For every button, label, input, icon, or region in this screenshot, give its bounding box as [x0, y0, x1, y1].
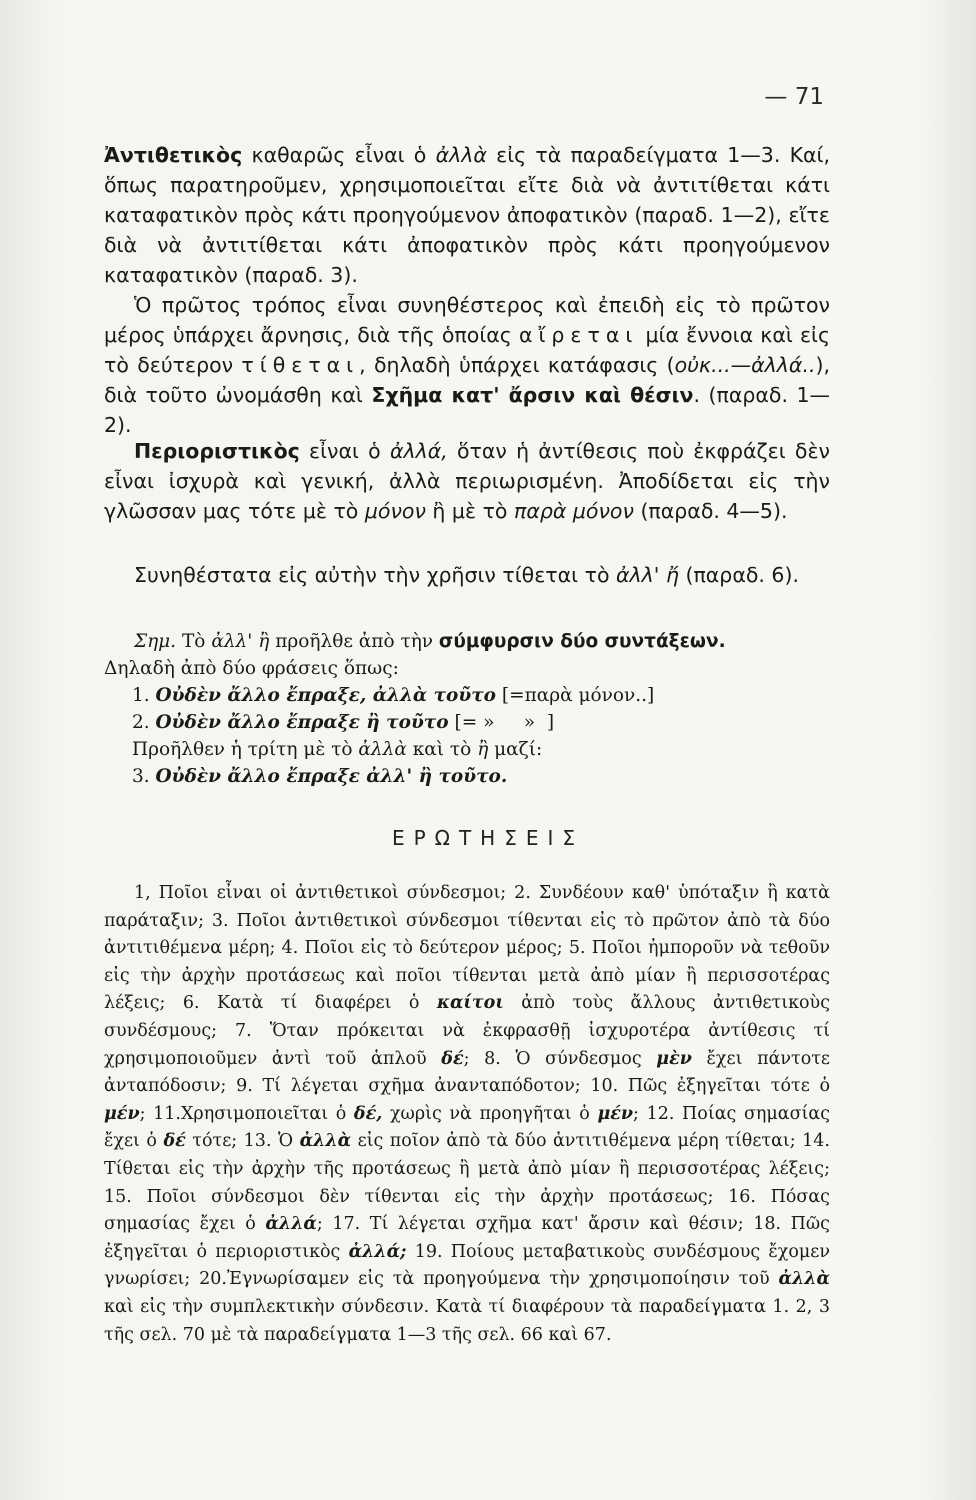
text: εἰς ποῖον ἀπὸ τὰ δύο ἀντιτιθέμενα μέρη τίθεται; 14. Τίθεται εἰς τὴν ἀρχὴν τῆς προτάσεως ἢ μετὰ ἀπὸ μίαν ἢ περισσοτέρας λέξεις; 15. Ποῖοι σύνδεσμοι δὲν τίθενται εἰς τὴν ἀρχὴν προτάσεως; 16. Πόσας σημασίας ἔχει ὁ	[104, 1131, 830, 1235]
text: εἶναι ὁ	[299, 439, 390, 463]
example-number: 3.	[132, 766, 156, 787]
example-ref: [=παρὰ μόνον..]	[496, 685, 655, 706]
word-monon: μόνον	[364, 499, 426, 523]
text: Τὸ	[176, 631, 212, 652]
text: μία ἔννοια καὶ εἰς τὸ δεύτερον	[104, 323, 830, 377]
text: ; 8. Ὁ σύνδεσμος	[463, 1048, 657, 1069]
word-de: δέ	[441, 1048, 464, 1069]
word-men: μέν	[104, 1103, 140, 1124]
example-3	[132, 763, 830, 790]
text: ἀπὸ τοὺς ἄλλους ἀντιθετικοὺς συνδέσμους; 7. Ὅταν πρόκειται νὰ ἐκφρασθῇ ἰσχυροτέρα ἀντίθεσις τί χρησιμοποιοῦμεν ἀντὶ τοῦ ἁπλοῦ	[104, 993, 830, 1069]
word-men: μέν	[597, 1103, 634, 1124]
text: 19. Ποίους μεταβατικοὺς συνδέσμους ἔχομεν γνωρίσει; 20.Ἐγνωρίσαμεν εἰς τὰ προηγούμενα τὴν χρησιμοποίησιν τοῦ	[104, 1241, 830, 1290]
paragraph-restrictive	[104, 436, 830, 526]
text: χωρὶς νὰ προηγῆται ὁ	[382, 1103, 598, 1124]
note-continuation: Δηλαδὴ ἀπὸ δύο φράσεις ὅπως:	[104, 658, 399, 679]
example-1	[132, 682, 830, 709]
paragraph-commonly	[104, 560, 830, 590]
example-ref: [= » » ]	[448, 712, 555, 733]
word-alla: ἀλλά,	[389, 439, 448, 463]
word-alla: ἀλλὰ	[358, 739, 407, 760]
word-alla: ἀλλὰ	[778, 1269, 830, 1290]
note-block	[104, 628, 830, 790]
note-text	[104, 628, 830, 655]
text: 1, Ποῖοι εἶναι οἱ ἀντιθετικοὶ σύνδεσμοι; 2. Συνδέουν καθ' ὑπόταξιν ἢ κατὰ παράταξιν; 3. Ποῖοι ἀντιθετικοὶ σύνδεσμοι τίθενται εἰς τὸ πρῶτον ἀπὸ τὰ δύο ἀντιτιθέμενα μέρη; 4. Ποῖοι εἰς τὸ δεύτερον μέρος; 5. Ποῖοι ἠμποροῦν νὰ τεθοῦν εἰς τὴν ἀρχὴν προτάσεως καὶ ποῖοι τίθενται μετὰ ἀπὸ μίαν ἢ περισσοτέρας λέξεις; 6. Κατὰ τί διαφέρει ὁ	[104, 883, 830, 1014]
term-schema: Σχῆμα κατ' ἄρσιν καὶ θέσιν	[371, 383, 694, 407]
example-number: 1.	[132, 685, 156, 706]
word-para-monon: παρὰ μόνον	[513, 499, 634, 523]
text: μαζί:	[488, 739, 543, 760]
paragraph-antithetic	[104, 140, 830, 290]
word-alla: ἀλλὰ	[435, 143, 487, 167]
text: ), διὰ τοῦτο ὠνομάσθη καὶ	[104, 353, 830, 407]
text: (παραδ. 4—5).	[633, 499, 788, 523]
text: ἔχει πάντοτε ἀνταπόδοσιν; 9. Τί λέγεται σχῆμα ἀνανταπόδοτον; 10. Πῶς ἐξηγεῖται τότε ὁ	[104, 1048, 830, 1097]
text: εἰς τὰ παραδείγματα 1—3. Καί, ὅπως παρατηροῦμεν, χρησιμοποιεῖται εἴτε διὰ νὰ ἀντιτίθεται κάτι καταφατικὸν πρὸς κάτι προηγούμενον ἀποφατικὸν (παραδ. 1—2), εἴτε διὰ νὰ ἀντιτίθεται κάτι ἀποφατικὸν πρὸς κάτι προηγούμενον καταφατικὸν (παραδ. 3).	[104, 143, 831, 287]
word-men: μὲν	[656, 1048, 692, 1069]
text: (παραδ. 6).	[678, 563, 799, 587]
text: , δηλαδὴ ὑπάρχει κατάφασις (	[359, 353, 675, 377]
text: τότε; 13. Ὁ	[185, 1131, 300, 1152]
text: ὅταν ἡ ἀντίθεσις ποὺ ἐκφράζει δὲν εἶναι ἰσχυρὰ καὶ γενική, ἀλλὰ περιωρισμένη. Ἀποδίδεται εἰς τὴν γλῶσσαν μας τότε μὲ τὸ	[104, 439, 830, 523]
text: καὶ εἰς τὴν συμπλεκτικὴν σύνδεσιν. Κατὰ τί διαφέρουν τὰ παραδείγματα 1. 2, 3 τῆς σελ. 70 μὲ τὰ παραδείγματα 1—3 τῆς σελ. 66 καὶ 67.	[104, 1296, 830, 1345]
text: προῆλθε ἀπὸ τὴν	[269, 631, 439, 652]
text: καὶ τὸ	[406, 739, 478, 760]
formula-ouk-alla: οὐκ...—ἀλλά..	[674, 353, 816, 377]
word-de: δέ	[163, 1131, 186, 1152]
page-number: — 71	[764, 84, 824, 110]
text: Ὁ πρῶτος τρόπος εἶναι συνηθέστερος καὶ ἐπειδὴ εἰς τὸ πρῶτον μέρος ὑπάρχει ἄρνησις, διὰ τῆς ὁποίας	[104, 293, 830, 347]
example-text: Οὐδὲν ἄλλο ἔπραξε, ἀλλὰ τοῦτο	[155, 685, 496, 706]
example-text: Οὐδὲν ἄλλο ἔπραξε ἢ τοῦτο	[155, 712, 449, 733]
example-number: 2.	[132, 712, 156, 733]
word-kaitoi: καίτοι	[436, 993, 504, 1014]
text: ; 17. Τί λέγεται σχῆμα κατ' ἄρσιν καὶ θέσιν; 18. Πῶς ἐξηγεῖται ὁ περιοριστικὸς	[104, 1214, 830, 1262]
text: καθαρῶς εἶναι ὁ	[242, 143, 436, 167]
text: Προῆλθεν ἡ τρίτη μὲ τὸ	[132, 739, 359, 760]
questions-heading: ΕΡΩΤΗΣΕΙΣ	[391, 826, 585, 850]
note-label: Σημ.	[134, 631, 177, 652]
word-all-e: ἀλλ' ἤ	[616, 563, 679, 587]
text: ἢ μὲ τὸ	[425, 499, 514, 523]
paragraph-first-way	[104, 290, 830, 440]
example-middle	[132, 736, 830, 763]
spaced-word-tithetai: τίθεται	[241, 353, 360, 377]
term-restrictive: Περιοριστικὸς	[134, 439, 300, 463]
text: . (παραδ. 1—2).	[104, 383, 830, 437]
word-alla: ἀλλά	[265, 1214, 317, 1235]
text: Συνηθέστατα εἰς αὐτὴν τὴν χρῆσιν τίθεται τὸ	[134, 563, 617, 587]
term-merge: σύμφυρσιν δύο συντάξεων.	[438, 631, 726, 652]
example-2	[132, 709, 830, 736]
text: ; 11.Χρησιμοποιεῖται ὁ	[139, 1103, 354, 1124]
term-antithetic: Ἀντιθετικὸς	[104, 143, 243, 167]
word-de: δέ,	[353, 1103, 383, 1124]
word-all-e: ἀλλ' ἢ	[211, 631, 270, 652]
word-alla: ἀλλά;	[348, 1241, 407, 1262]
spaced-word-airetai: αἴρεται	[518, 323, 639, 347]
word-alla: ἀλλὰ	[299, 1131, 352, 1152]
questions-paragraph	[104, 880, 830, 1349]
text: ; 12. Ποίας σημασίας ἔχει ὁ	[104, 1103, 830, 1152]
word-e: ἢ	[477, 739, 489, 760]
example-text: Οὐδὲν ἄλλο ἔπραξε ἀλλ' ἢ τοῦτο.	[155, 766, 508, 787]
